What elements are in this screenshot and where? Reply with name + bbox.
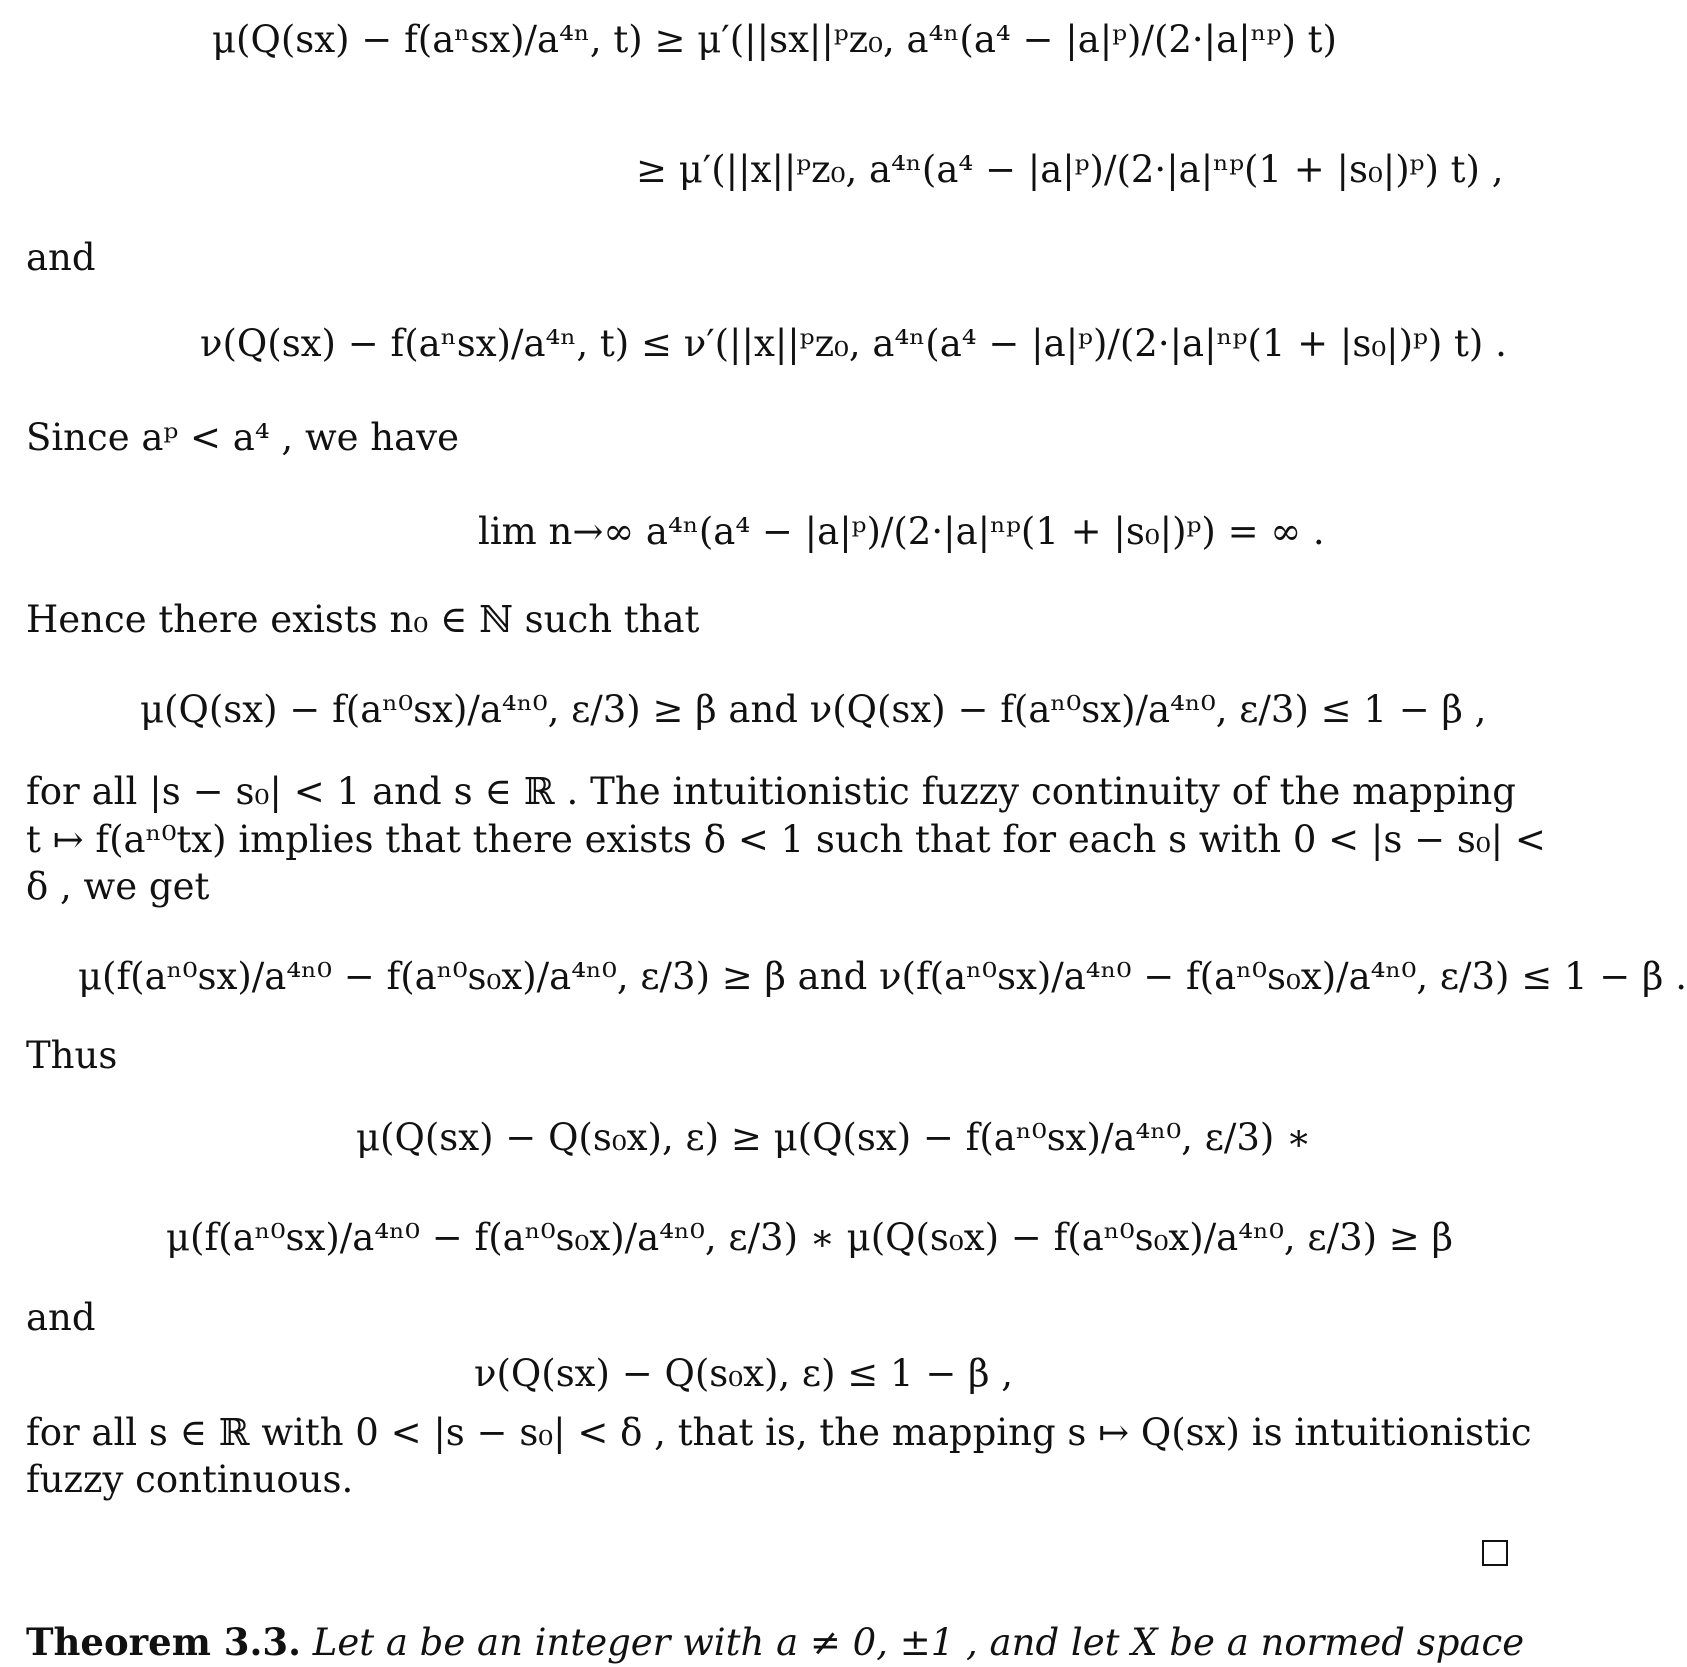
equation-6-line-1: μ(Q(sx) − Q(s₀x), ε) ≥ μ(Q(sx) − f(aⁿ⁰sx)/a⁴ⁿ⁰, ε/3) ∗ — [356, 1116, 1312, 1159]
paragraph-2-line-1: for all s ∈ ℝ with 0 < |s − s₀| < δ , that is, the mapping s ↦ Q(sx) is intuitionistic — [26, 1411, 1532, 1454]
qed-square-icon — [1482, 1540, 1508, 1566]
equation-7: ν(Q(sx) − Q(s₀x), ε) ≤ 1 − β , — [474, 1352, 1014, 1395]
equation-4: μ(Q(sx) − f(aⁿ⁰sx)/a⁴ⁿ⁰, ε/3) ≥ β and ν(Q(sx) − f(aⁿ⁰sx)/a⁴ⁿ⁰, ε/3) ≤ 1 − β , — [140, 688, 1487, 731]
text-and-1: and — [26, 236, 96, 279]
paragraph-1-line-2: t ↦ f(aⁿ⁰tx) implies that there exists δ < 1 such that for each s with 0 < |s − s₀| < — [26, 818, 1546, 861]
equation-5: μ(f(aⁿ⁰sx)/a⁴ⁿ⁰ − f(aⁿ⁰s₀x)/a⁴ⁿ⁰, ε/3) ≥ β and ν(f(aⁿ⁰sx)/a⁴ⁿ⁰ − f(aⁿ⁰s₀x)/a⁴ⁿ⁰, ε/3) ≤ 1 − β . — [78, 955, 1687, 998]
theorem-3-3 — [26, 1618, 1524, 1667]
paragraph-2-line-2: fuzzy continuous. — [26, 1458, 354, 1501]
text-thus: Thus — [26, 1034, 118, 1077]
theorem-label: Theorem 3.3. — [26, 1620, 301, 1664]
paragraph-1-line-3: δ , we get — [26, 865, 210, 908]
equation-2: ν(Q(sx) − f(aⁿsx)/a⁴ⁿ, t) ≤ ν′(||x||ᵖz₀, a⁴ⁿ(a⁴ − |a|ᵖ)/(2·|a|ⁿᵖ(1 + |s₀|)ᵖ) t) . — [200, 322, 1507, 365]
text-since: Since aᵖ < a⁴ , we have — [26, 416, 459, 459]
equation-6-line-2: μ(f(aⁿ⁰sx)/a⁴ⁿ⁰ − f(aⁿ⁰s₀x)/a⁴ⁿ⁰, ε/3) ∗ μ(Q(s₀x) − f(aⁿ⁰s₀x)/a⁴ⁿ⁰, ε/3) ≥ β — [166, 1216, 1453, 1259]
theorem-text: Let a be an integer with a ≠ 0, ±1 , and let X be a normed space — [312, 1621, 1525, 1664]
equation-1-line-2: ≥ μ′(||x||ᵖz₀, a⁴ⁿ(a⁴ − |a|ᵖ)/(2·|a|ⁿᵖ(1 + |s₀|)ᵖ) t) , — [636, 148, 1504, 191]
equation-1-line-1: μ(Q(sx) − f(aⁿsx)/a⁴ⁿ, t) ≥ μ′(||sx||ᵖz₀, a⁴ⁿ(a⁴ − |a|ᵖ)/(2·|a|ⁿᵖ) t) — [212, 18, 1337, 61]
text-hence: Hence there exists n₀ ∈ ℕ such that — [26, 598, 700, 641]
paragraph-1-line-1: for all |s − s₀| < 1 and s ∈ ℝ . The intuitionistic fuzzy continuity of the mapping — [26, 770, 1516, 813]
text-and-2: and — [26, 1296, 96, 1339]
equation-3-limit: lim n→∞ a⁴ⁿ(a⁴ − |a|ᵖ)/(2·|a|ⁿᵖ(1 + |s₀|)ᵖ) = ∞ . — [478, 510, 1325, 553]
